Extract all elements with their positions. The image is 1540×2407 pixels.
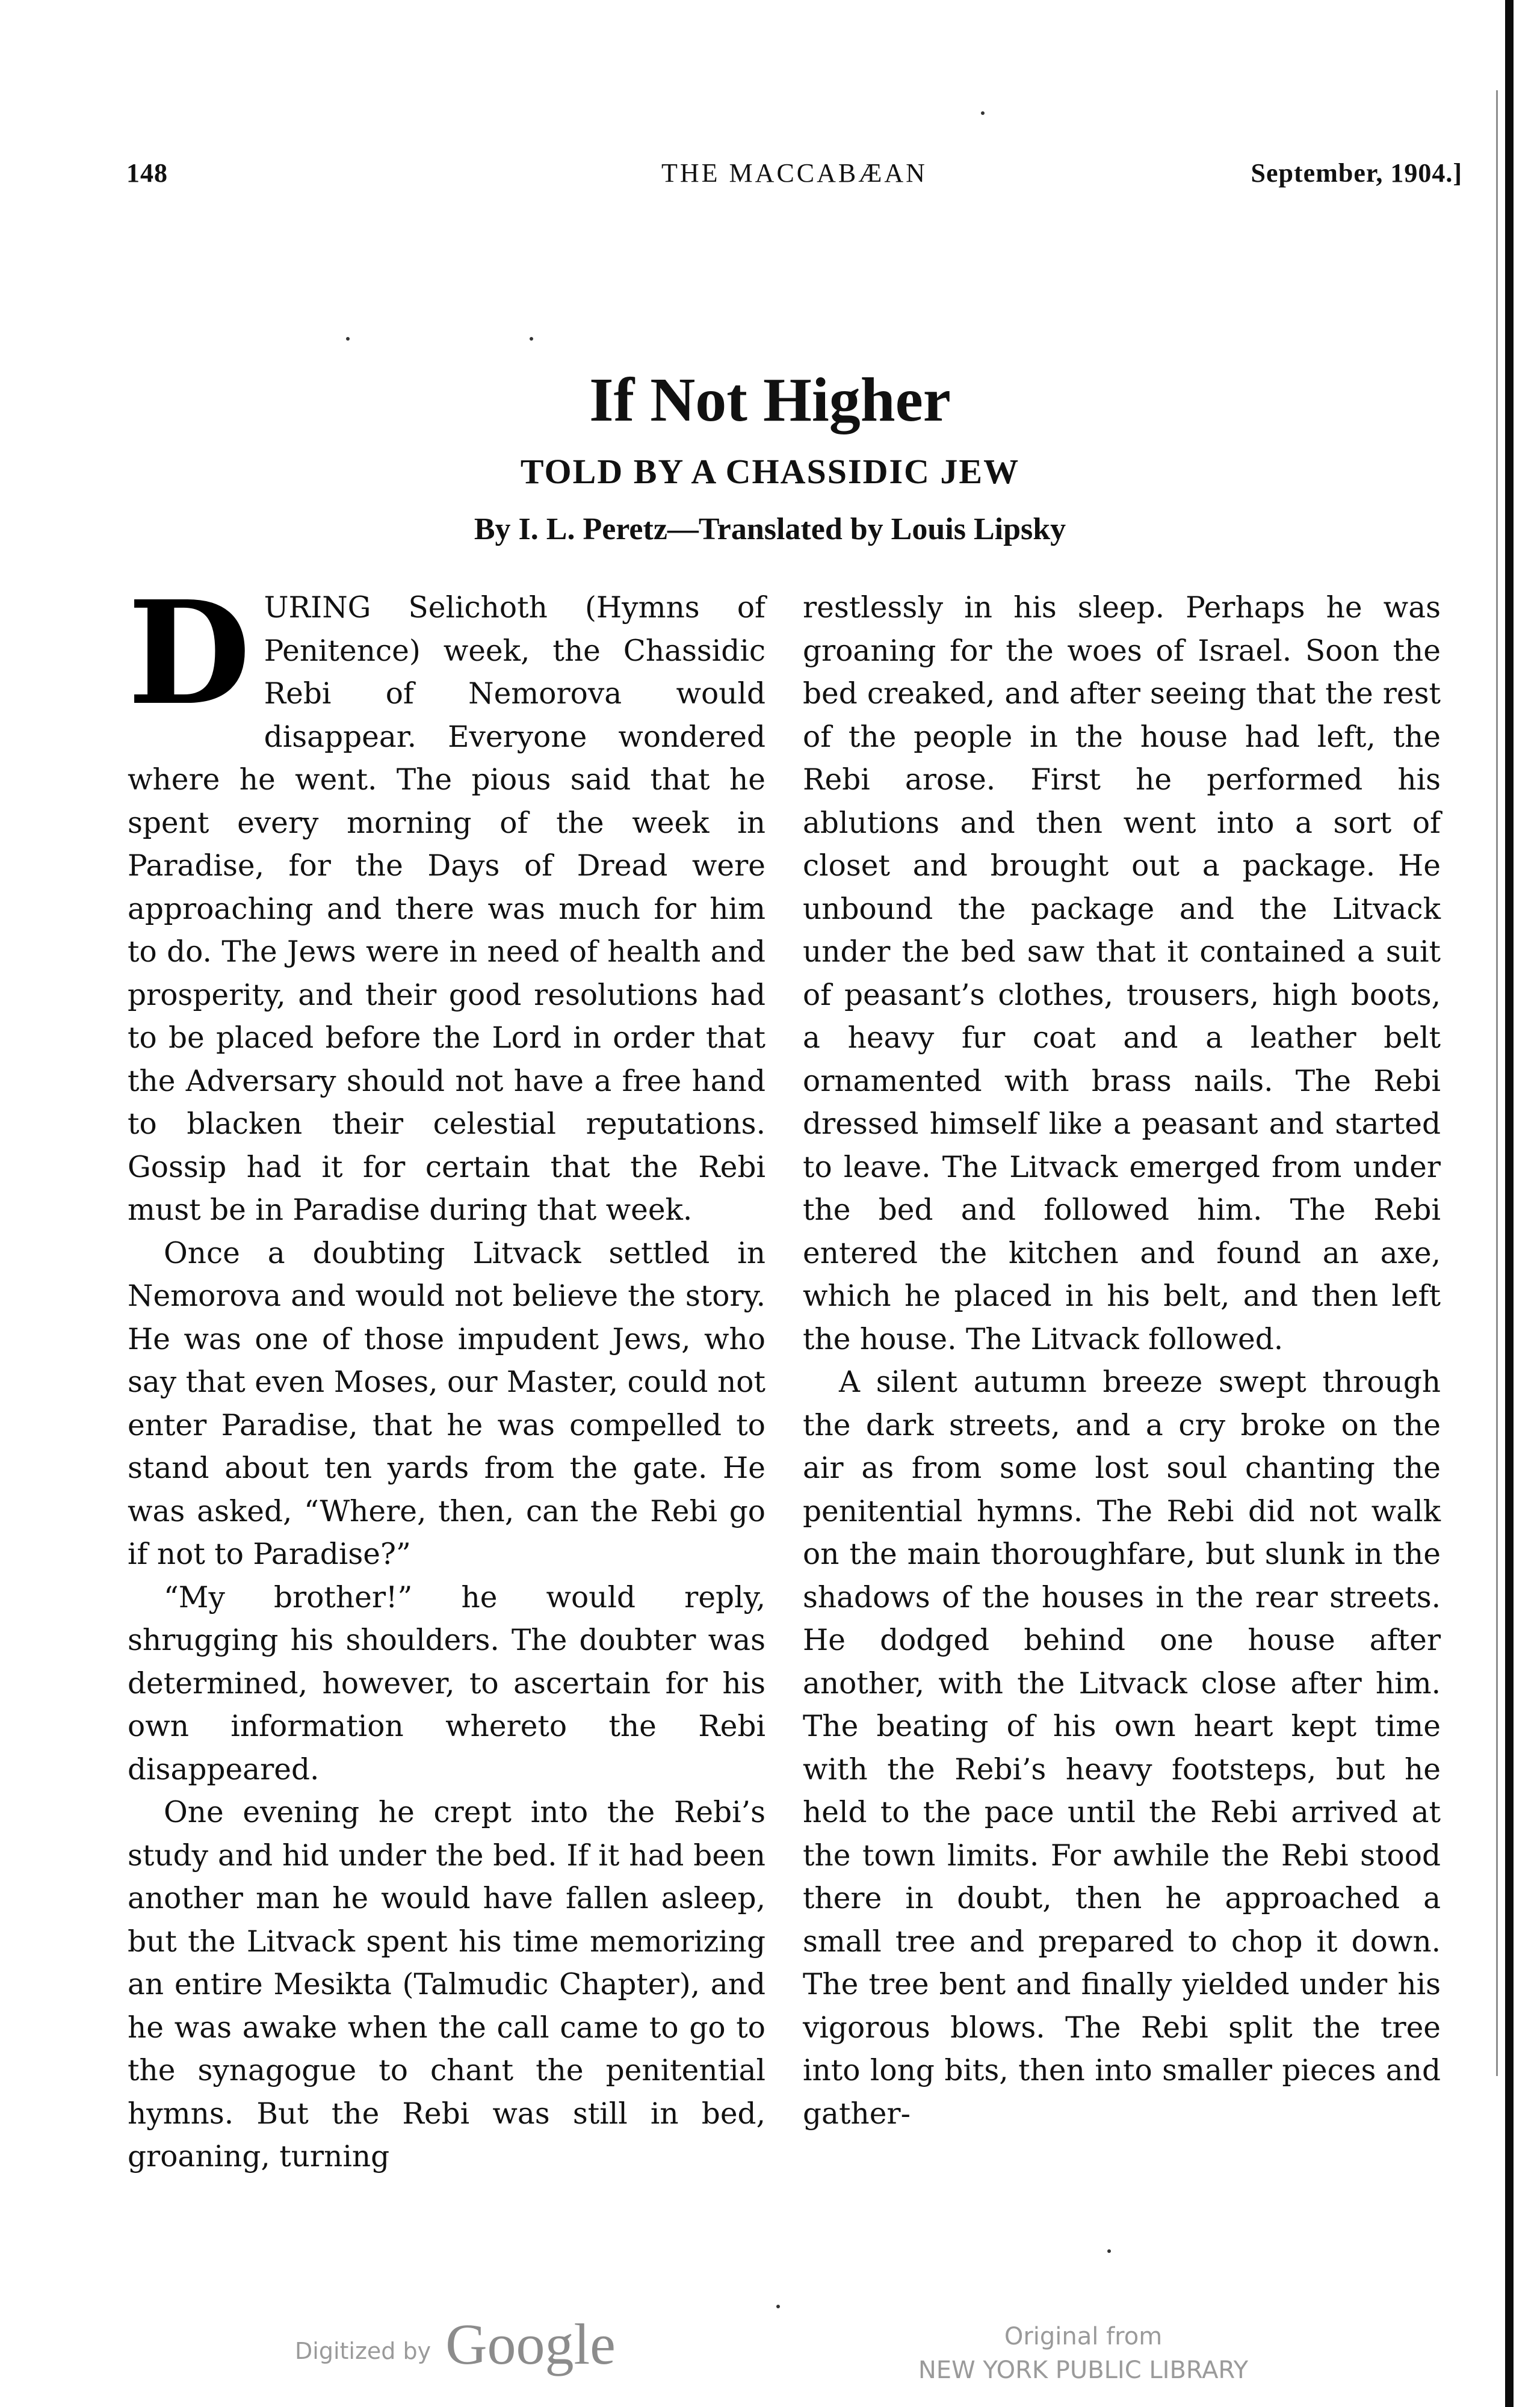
issue-date: September, 1904.] [1251, 158, 1462, 188]
paragraph: restlessly in his sleep. Perhaps he was groaning for the woes of Israel. Soon the bed creaked, and after seeing that the rest of the people in the house had left, the Rebi arose. First he performed his ablutions and then went into a sort of closet and brought out a package. He unbound the package and the Litvack under the bed saw that it contained a suit of peasant’s clothes, trousers, high boots, a heavy fur coat and a leather belt ornamented with brass nails. The Rebi dressed himself like a peasant and started to leave. The Litvack emerged from under the bed and followed him. The Rebi entered the kitchen and found an axe, which he placed in his belt, and then left the house. The Litvack followed. [803, 591, 1441, 1356]
original-from-text: Original from [1004, 2323, 1163, 2350]
page-number: 148 [126, 158, 168, 188]
paragraph-text: URING Selichoth (Hymns of Penitence) week, the Chassidic Rebi of Nemorova would disappear. Everyone wondered where he went. The pious said that he spent every morning of the week in Paradise, for the Days of Dread were approaching and there was much for him to do. The Jews were in need of health and prosperity, and their good resolutions had to be placed before the Lord in order that the Adversary should not have a free hand to blacken their celestial reputations. Gossip had it for certain that the Rebi must be in Paradise during that week. [128, 591, 765, 1227]
article-subtitle: TOLD BY A CHASSIDIC JEW [520, 452, 1020, 491]
paragraph: One evening he crept into the Rebi’s study and hid under the bed. If it had been another man he would have fallen asleep, but the Litvack spent his time memorizing an entire Mesikta (Talmudic Chapter), and he was awake when the call came to go to the synagogue to chant the penitential hymns. But the Rebi was still in bed, groaning, turning [128, 1796, 765, 2174]
library-name: NEW YORK PUBLIC LIBRARY [918, 2356, 1249, 2384]
article-byline: By I. L. Peretz—Translated by Louis Lipsky [474, 512, 1066, 546]
drop-cap: D [128, 569, 251, 737]
running-header [126, 158, 1462, 194]
right-column [803, 587, 1441, 2136]
left-column [128, 569, 765, 2179]
paragraph [128, 569, 765, 1232]
digitized-by-watermark [295, 2311, 616, 2378]
scan-speck [1107, 2249, 1111, 2253]
paragraph: “My brother!” he would reply, shrugging his shoulders. The doubter was determined, however, to ascertain for his own information whereto the Rebi disappeared. [128, 1580, 765, 1787]
scan-page-edge [1505, 0, 1514, 2407]
scan-speck [346, 337, 350, 341]
scan-speck [981, 111, 985, 115]
paragraph: Once a doubting Litvack settled in Nemorova and would not believe the story. He was one of those impudent Jews, who say that even Moses, our Master, could not enter Paradise, that he was compelled to stand about ten yards from the gate. He was asked, “Where, then, can the Rebi go if not to Paradise?” [128, 1236, 765, 1571]
paragraph: A silent autumn breeze swept through the dark streets, and a cry broke on the air as from some lost soul chanting the penitential hymns. The Rebi did not walk on the main thoroughfare, but slunk in the shadows of the houses in the rear streets. He dodged behind one house after another, with the Litvack close after him. The beating of his own heart kept time with the Rebi’s heavy footsteps, but he held to the pace until the Rebi arrived at the town limits. For awhile the Rebi stood there in doubt, then he approached a small tree and prepared to chop it down. The tree bent and finally yielded under his vigorous blows. The Rebi split the tree into long bits, then into smaller pieces and gather- [803, 1365, 1441, 2131]
source-library-watermark [891, 2320, 1276, 2387]
scan-speck [776, 2305, 780, 2308]
scan-speck [530, 337, 533, 341]
article-title: If Not Higher [589, 365, 951, 434]
digitized-text: Digitized by [295, 2338, 431, 2364]
google-logo: Google [445, 2312, 616, 2376]
journal-title: THE MACCABÆAN [661, 158, 927, 188]
